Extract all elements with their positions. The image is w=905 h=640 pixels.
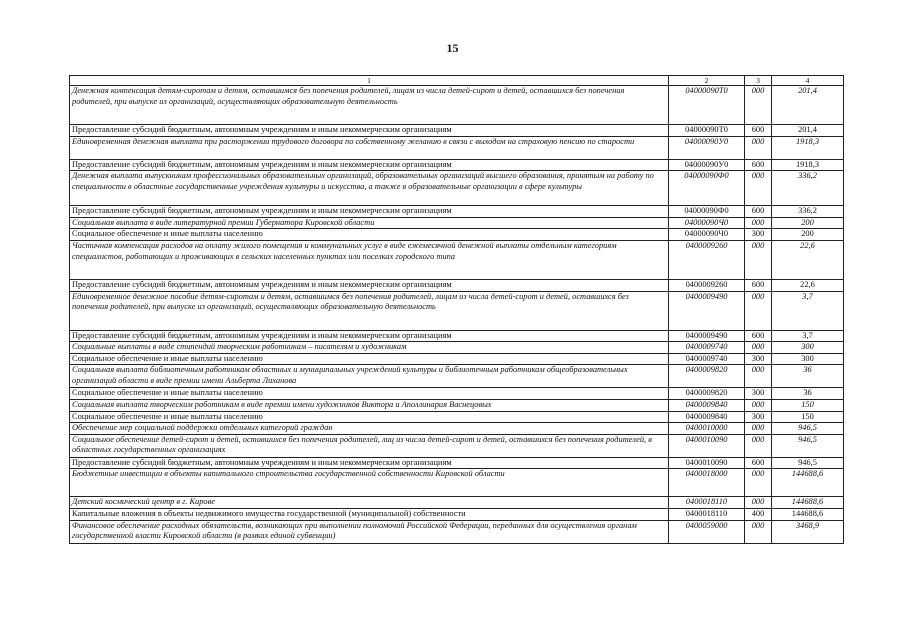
header-col-2: 2 [669,76,745,86]
row-name: Денежная компенсация детям-сиротам и детям, оставшимся без попечения родителей, лицам из числа детей-сирот и детей, оставшихся без попечения родителей, при выпуске из организаций, осуществляющих образовательную деятельность [70,86,669,125]
row-name: Предоставление субсидий бюджетным, автономным учреждениям и иным некоммерческим организациям [70,206,669,218]
row-type: 000 [745,423,772,435]
row-name: Единовременная денежная выплата при расторжении трудового договора по собственному желанию в связи с выходом на страховую пенсию по старости [70,136,669,159]
row-name: Денежная выплата выпускникам профессиональных образовательных организаций, образовательных организаций высшего образования, принятым на работу по специальности в областные государственные учреждения культуры и искусства, а также в образовательные организации в сфере культуры [70,171,669,206]
row-code: 0400059000 [669,520,745,543]
row-sum: 336,2 [772,171,844,206]
table-row [70,291,844,330]
row-code: 0400009840 [669,399,745,411]
row-type: 000 [745,399,772,411]
table-row [70,365,844,388]
row-name: Детский космический центр в г. Кирове [70,497,669,509]
row-type: 000 [745,520,772,543]
row-code: 0400018000 [669,469,745,497]
row-sum: 150 [772,399,844,411]
table-row [70,159,844,171]
row-code: 04000090У0 [669,159,745,171]
row-sum: 300 [772,353,844,365]
row-name: Частичная компенсация расходов на оплату жилого помещения и коммунальных услуг в виде ежемесячной денежной выплаты отдельным категориям специалистов, работающих и проживающих в сельских населенных пунктах или поселках городского типа [70,240,669,279]
row-code: 04000090T0 [669,86,745,125]
header-col-3: 3 [745,76,772,86]
row-sum: 3,7 [772,330,844,342]
table-row [70,423,844,435]
row-type: 000 [745,497,772,509]
table-row [70,353,844,365]
row-sum: 946,5 [772,423,844,435]
table-row [70,342,844,354]
row-code: 0400010090 [669,434,745,457]
row-sum: 946,5 [772,434,844,457]
row-type: 300 [745,353,772,365]
row-sum: 1918,3 [772,159,844,171]
table-row [70,217,844,229]
table-row [70,388,844,400]
row-type: 600 [745,159,772,171]
row-sum: 201,4 [772,86,844,125]
row-code: 0400009820 [669,388,745,400]
table-row [70,279,844,291]
row-type: 000 [745,136,772,159]
row-type: 300 [745,411,772,423]
row-type: 600 [745,125,772,137]
row-type: 000 [745,291,772,330]
row-sum: 144688,6 [772,497,844,509]
table-row [70,136,844,159]
row-name: Капитальные вложения в объекты недвижимого имущества государственной (муниципальной) собственности [70,508,669,520]
table-row [70,399,844,411]
row-type: 000 [745,217,772,229]
row-name: Социальное обеспечение детей-сирот и детей, оставшихся без попечения родителей, лиц из числа детей-сирот и детей, оставшихся без попечения родителей, в областных государственных организациях [70,434,669,457]
row-code: 04000090Ф0 [669,171,745,206]
row-sum: 1918,3 [772,136,844,159]
row-type: 400 [745,508,772,520]
row-sum: 36 [772,365,844,388]
table-row [70,206,844,218]
row-name: Предоставление субсидий бюджетным, автономным учреждениям и иным некоммерческим организациям [70,125,669,137]
row-code: 0400009840 [669,411,745,423]
row-code: 0400009260 [669,240,745,279]
row-sum: 144688,6 [772,508,844,520]
row-type: 600 [745,279,772,291]
row-name: Социальное обеспечение и иные выплаты населению [70,353,669,365]
row-code: 0400009490 [669,330,745,342]
row-sum: 201,4 [772,125,844,137]
table-row [70,330,844,342]
row-name: Финансовое обеспечение расходных обязательств, возникающих при выполнении полномочий Российской Федерации, переданных для осуществления органам государственной власти Кировской области (в рамках единой субвенции) [70,520,669,543]
row-code: 0400009260 [669,279,745,291]
row-code: 04000090T0 [669,125,745,137]
row-name: Предоставление субсидий бюджетным, автономным учреждениям и иным некоммерческим организациям [70,159,669,171]
row-sum: 144688,6 [772,469,844,497]
row-code: 0400018110 [669,497,745,509]
row-code: 04000090У0 [669,136,745,159]
table-row [70,411,844,423]
row-name: Социальная выплата творческим работникам в виде премии имени художников Виктора и Аполлинария Васнецовых [70,399,669,411]
budget-table [69,75,844,544]
table-row [70,508,844,520]
table-row [70,469,844,497]
row-code: 04000090Ч0 [669,229,745,241]
row-name: Предоставление субсидий бюджетным, автономным учреждениям и иным некоммерческим организациям [70,457,669,469]
row-code: 0400009820 [669,365,745,388]
row-code: 0400009740 [669,353,745,365]
row-code: 0400009490 [669,291,745,330]
row-sum: 200 [772,217,844,229]
table-row [70,457,844,469]
row-sum: 22,6 [772,240,844,279]
row-sum: 946,5 [772,457,844,469]
page-number: 15 [446,41,459,55]
table-row [70,86,844,125]
row-sum: 336,2 [772,206,844,218]
row-code: 0400010000 [669,423,745,435]
table-row [70,240,844,279]
row-sum: 200 [772,229,844,241]
row-name: Социальная выплата библиотечным работникам областных и муниципальных учреждений культуры и библиотечным работникам общеобразовательных организаций области в виде премии имени Альберта Лиханова [70,365,669,388]
row-sum: 3,7 [772,291,844,330]
row-name: Бюджетные инвестиции в объекты капитального строительства государственной собственности Кировской области [70,469,669,497]
row-sum: 22,6 [772,279,844,291]
row-name: Социальные выплаты в виде стипендий творческим работникам – писателям и художникам [70,342,669,354]
row-code: 04000090Ф0 [669,206,745,218]
row-code: 04000090Ч0 [669,217,745,229]
row-type: 600 [745,206,772,218]
row-name: Социальное обеспечение и иные выплаты населению [70,411,669,423]
row-name: Обеспечение мер социальной поддержки отдельных категорий граждан [70,423,669,435]
row-type: 300 [745,229,772,241]
row-sum: 3468,9 [772,520,844,543]
row-type: 000 [745,342,772,354]
table-row [70,125,844,137]
row-code: 0400018110 [669,508,745,520]
header-col-1: 1 [70,76,669,86]
row-sum: 150 [772,411,844,423]
table-row [70,497,844,509]
row-name: Социальное обеспечение и иные выплаты населению [70,388,669,400]
row-name: Социальная выплата в виде литературной премии Губернатора Кировской области [70,217,669,229]
row-type: 000 [745,86,772,125]
row-type: 000 [745,171,772,206]
table-row [70,434,844,457]
row-code: 0400010090 [669,457,745,469]
row-type: 600 [745,457,772,469]
row-sum: 36 [772,388,844,400]
row-name: Социальное обеспечение и иные выплаты населению [70,229,669,241]
table-row [70,229,844,241]
row-name: Предоставление субсидий бюджетным, автономным учреждениям и иным некоммерческим организациям [70,279,669,291]
row-type: 000 [745,434,772,457]
header-col-4: 4 [772,76,844,86]
row-type: 000 [745,469,772,497]
table-row [70,171,844,206]
row-code: 0400009740 [669,342,745,354]
header-row [70,76,844,86]
row-type: 000 [745,240,772,279]
row-type: 000 [745,365,772,388]
row-sum: 300 [772,342,844,354]
row-type: 600 [745,330,772,342]
row-name: Единовременное денежное пособие детям-сиротам и детям, оставшимся без попечения родителей, лицам из числа детей-сирот и детей, оставшихся без попечения родителей, при выпуске из организаций, осуществляющих образовательную деятельность [70,291,669,330]
table-row [70,520,844,543]
row-name: Предоставление субсидий бюджетным, автономным учреждениям и иным некоммерческим организациям [70,330,669,342]
row-type: 300 [745,388,772,400]
